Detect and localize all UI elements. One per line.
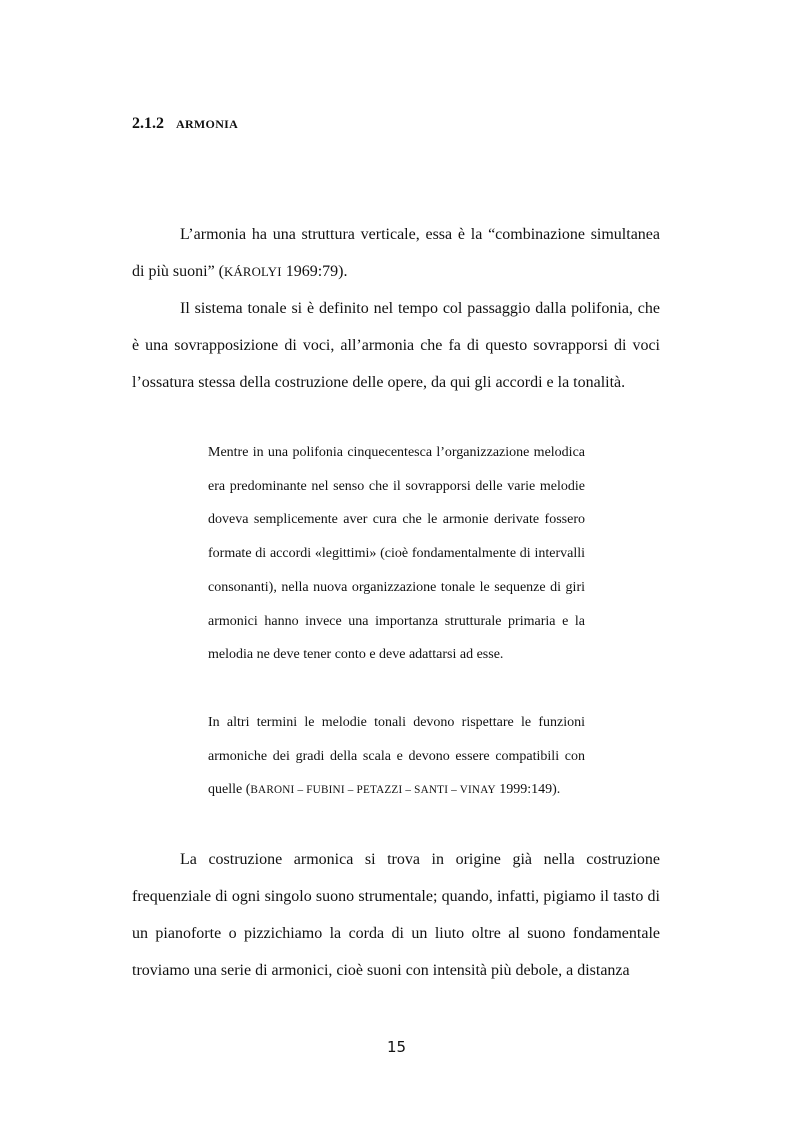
block-quote-paragraph-2 bbox=[208, 706, 585, 808]
block-quote-paragraph-1: Mentre in una polifonia cinquecentesca l’organizzazione melodica era predominante nel senso che il sovrapporsi delle varie melodie doveva semplicemente aver cura che le armonie derivate fossero formate di accordi «legittimi» (cioè fondamentalmente di intervalli consonanti), nella nuova organizzazione tonale le sequenze di giri armonici hanno invece una importanza strutturale primaria e la melodia ne deve tener conto e deve adattarsi ad esse. bbox=[208, 445, 585, 663]
citation-authors: BARONI – FUBINI – PETAZZI – SANTI – VINAY bbox=[250, 784, 496, 797]
citation-year: 1969:79). bbox=[281, 263, 348, 280]
section-title: ARMONIA bbox=[176, 117, 239, 131]
paragraph-text: L’armonia ha una struttura verticale, essa è la “combinazione simultanea di più suoni” ( bbox=[132, 226, 660, 280]
section-number: 2.1.2 bbox=[132, 115, 164, 132]
section-heading bbox=[132, 115, 238, 133]
citation-year: 1999:149). bbox=[495, 782, 561, 798]
paragraph-harmonic-construction: La costruzione armonica si trova in origine già nella costruzione frequenziale di ogni singolo suono strumentale; quando, infatti, pigiamo il tasto di un pianoforte o pizzichiamo la corda di un liuto oltre al suono fondamentale troviamo una serie di armonici, cioè suoni con intensità più debole, a distanza bbox=[132, 851, 660, 979]
page-number: 15 bbox=[386, 1038, 407, 1056]
quote-text: In altri termini le melodie tonali devono rispettare le funzioni armoniche dei gradi della scala e devono essere compatibili con quelle ( bbox=[208, 715, 585, 798]
paragraph-armonia-definition bbox=[132, 216, 660, 291]
paragraph-tonal-system: Il sistema tonale si è definito nel tempo col passaggio dalla polifonia, che è una sovrapposizione di voci, all’armonia che fa di questo sovrapporsi di voci l’ossatura stessa della costruzione delle opere, da qui gli accordi e la tonalità. bbox=[132, 300, 660, 391]
citation-author: KÁROLYI bbox=[224, 265, 282, 279]
